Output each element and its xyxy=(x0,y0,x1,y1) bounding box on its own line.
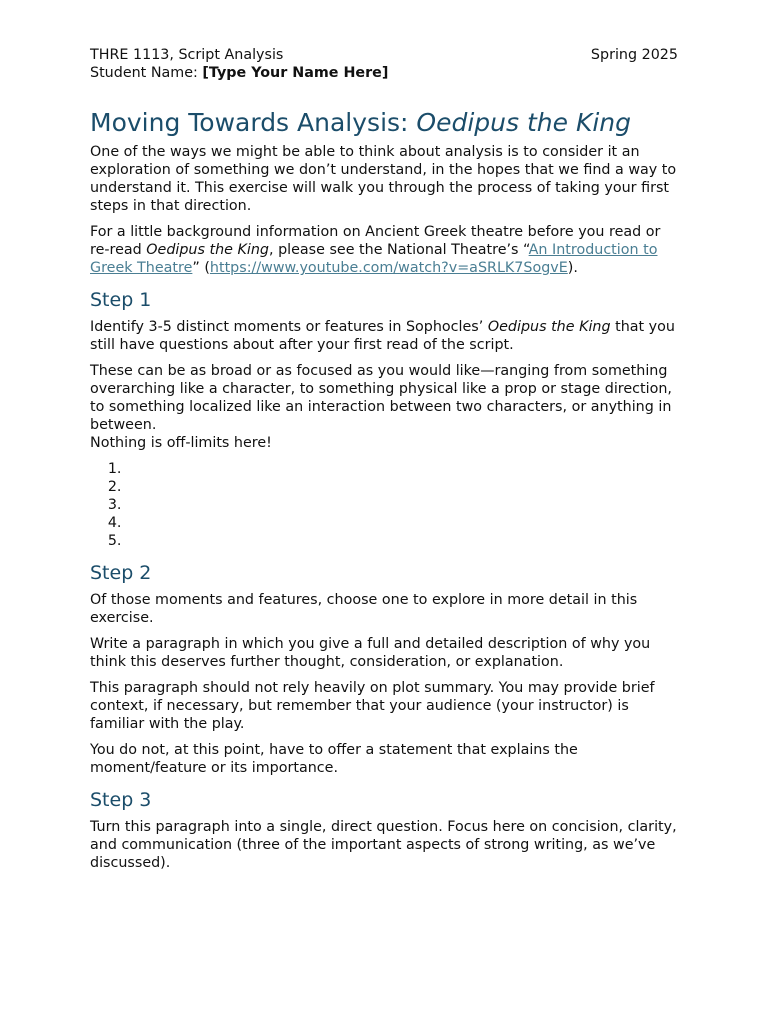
step1-play-title: Oedipus the King xyxy=(487,319,611,335)
intro-text-c: ” ( xyxy=(192,260,210,276)
youtube-url-link[interactable]: https://www.youtube.com/watch?v=aSRLK7SogvE xyxy=(209,260,568,276)
greek-theatre-link[interactable]: An Introduction to Greek Theatre xyxy=(90,242,658,276)
step1-text-2: These can be as broad or as focused as you would like—ranging from something overarching like a character, to something physical like a prop or stage direction, to something localized like an interaction between two characters, or anything in between. xyxy=(90,363,672,433)
title-prefix: Moving Towards Analysis: xyxy=(90,108,409,137)
moments-list xyxy=(90,460,678,550)
step-2-paragraph: You do not, at this point, have to offer a statement that explains the moment/feature or its importance. xyxy=(90,742,578,776)
step-2-paragraph: Write a paragraph in which you give a full and detailed description of why you think this deserves further thought, consideration, or explanation. xyxy=(90,636,651,670)
list-item[interactable] xyxy=(126,514,678,532)
step-1-paragraph-2 xyxy=(90,362,678,452)
step-1-heading: Step 1 xyxy=(90,289,152,311)
list-item[interactable] xyxy=(126,460,678,478)
step1-text-a: Identify 3-5 distinct moments or features in Sophocles’ xyxy=(90,319,488,335)
step-3-heading: Step 3 xyxy=(90,789,152,811)
step-2-paragraph: Of those moments and features, choose one to explore in more detail in this exercise. xyxy=(90,592,638,626)
list-item[interactable] xyxy=(126,496,678,514)
step1-text-3: Nothing is off-limits here! xyxy=(90,435,272,451)
intro-paragraph-1: One of the ways we might be able to think about analysis is to consider it an exploration of something we don’t understand, in the hopes that we find a way to understand it. This exercise will walk you through the process of taking your first steps in that direction. xyxy=(90,144,677,214)
intro-text-b: , please see the National Theatre’s “ xyxy=(268,242,529,258)
step-1-paragraph-1 xyxy=(90,318,678,354)
title-play: Oedipus the King xyxy=(416,108,632,137)
list-item[interactable] xyxy=(126,478,678,496)
intro-text-d: ). xyxy=(567,260,578,276)
student-name-value[interactable]: [Type Your Name Here] xyxy=(202,65,389,81)
step1-text-b: that you still have questions about after your first read of the script. xyxy=(90,319,675,353)
list-item[interactable] xyxy=(126,532,678,550)
student-name-label: Student Name: xyxy=(90,65,198,81)
intro-text-a: For a little background information on Ancient Greek theatre before you read or re-read xyxy=(90,224,661,258)
step-2-heading: Step 2 xyxy=(90,562,152,584)
header-line-1 xyxy=(90,46,678,64)
student-name-line xyxy=(90,64,678,82)
step-2-paragraph: This paragraph should not rely heavily on plot summary. You may provide brief context, if necessary, but remember that your audience (your instructor) is familiar with the play. xyxy=(90,680,655,732)
intro-play-title: Oedipus the King xyxy=(146,242,269,258)
step-3-paragraph: Turn this paragraph into a single, direct question. Focus here on concision, clarity, and communication (three of the important aspects of strong writing, as we’ve discussed). xyxy=(90,819,677,871)
term: Spring 2025 xyxy=(590,47,678,63)
document-body xyxy=(90,46,678,880)
intro-paragraph-2 xyxy=(90,223,678,277)
page-title xyxy=(90,108,678,138)
course-name: THRE 1113, Script Analysis xyxy=(90,47,284,63)
